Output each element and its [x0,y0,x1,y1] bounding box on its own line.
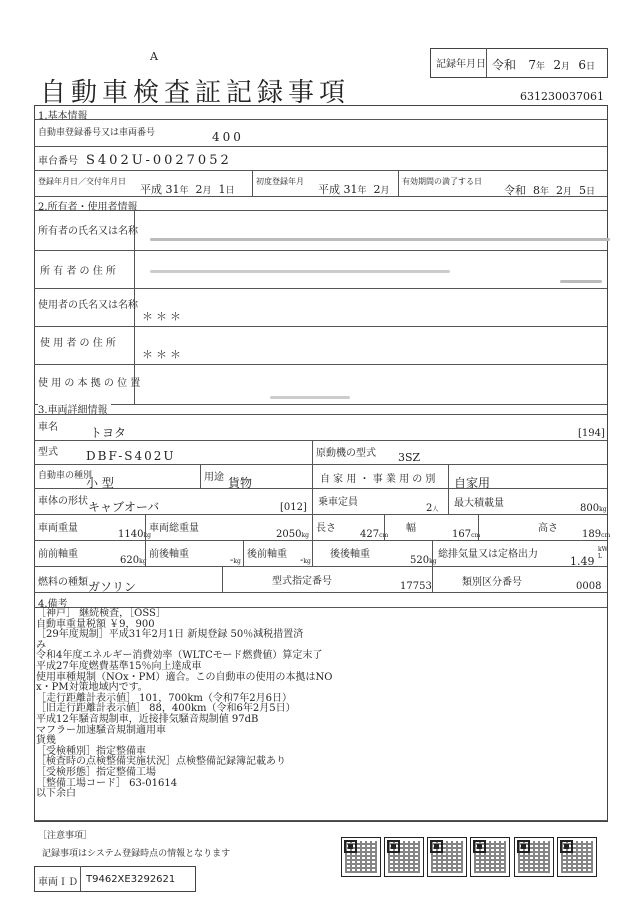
capacity-label: 乗車定員 [318,497,358,508]
width-label: 幅 [406,523,416,534]
owner-address-label: 所 有 者 の 住 所 [40,266,116,277]
remarks-line: 平成27年度燃費基準15％向上達成車 [36,660,202,672]
expiry-label: 有効期間の満了する日 [402,177,482,186]
width-value: 167cm [452,529,481,540]
initial-reg-label: 初度登録年月 [256,177,304,186]
displacement-value: 1.49 [570,555,595,568]
remarks-line: ［29年度規制］平成31年2月1日 新規登録 50％減税措置済 [36,629,304,641]
notes-text: 記録事項はシステム登録時点の情報となります [42,849,231,859]
record-date-label: 記録年月日 [436,59,486,70]
rear-rear-axle-value: 520kg [410,555,437,566]
front-front-axle-label: 前前軸重 [38,549,78,560]
weight-value: 1140kg [118,529,151,540]
section-basic: 1.基本情報 [38,111,88,122]
page-title: 自動車検査証記録事項 [40,78,351,108]
rear-front-axle-label: 後前軸重 [247,549,287,560]
mark-a: A [150,50,158,63]
model-value: DBF-S402U [86,449,176,463]
body-shape-label: 車体の形状 [38,496,88,507]
notes-title: ［注意事項］ [38,831,93,841]
qr-code-icon [514,837,554,877]
body-shape-code: [012] [280,502,307,513]
document-number: 631230037061 [520,90,604,103]
remarks-line: x・PM対策地域内です。 [36,682,148,694]
remarks-line: み [36,639,46,651]
first-reg-label: 登録年月日／交付年月日 [38,177,126,186]
category-value: 0008 [576,581,602,592]
remarks-list [36,609,333,800]
remarks-line: ［受検種別］指定整備車 [36,745,146,757]
remarks-line: 貨幾 [36,735,56,747]
name-code: [194] [578,428,605,439]
gross-weight-value: 2050kg [276,529,309,540]
length-value: 427cm [360,529,389,540]
capacity-value: 2人 [426,503,439,514]
chassis-label: 車台番号 [38,156,78,167]
expiry-value: 令和 8年 2月 5日 [504,184,596,197]
qr-code-icon [470,837,510,877]
fuel-label: 燃料の種類 [38,577,88,588]
private-business-label: 自 家 用 ・ 事 業 用 の 別 [320,474,436,485]
fuel-value: ガソリン [88,580,137,594]
use-value: 貨物 [228,476,253,490]
remarks-line: 使用車種規制（NOx・PM）適合。この自動車の使用の本拠はNO [36,671,333,683]
name-label: 車名 [38,422,58,433]
registration-value: 400 [212,130,244,144]
user-name-value: ＊＊＊ [142,310,184,323]
designation-value: 17753 [400,581,432,592]
remarks-line: ［検査時の点検整備実施状況］点検整備記録簿記載あり [36,756,286,768]
remarks-line: ［旧走行距離計表示値］ 88，400km（令和6年2月5日） [36,703,296,715]
engine-value: 3SZ [398,451,421,464]
max-load-label: 最大積載量 [454,498,504,509]
remarks-line: ［走行距離計表示値］ 101，700km（令和7年2月6日） [36,692,292,704]
gross-weight-label: 車両総重量 [149,523,199,534]
record-date-value: 令和 7年 2月 6日 [492,58,596,72]
section-vehicle: 3.車両詳細情報 [38,401,111,416]
user-address-label: 使 用 者 の 住 所 [40,338,116,349]
remarks-line: ［整備工場コード］ 63-01614 [36,777,178,789]
model-label: 型式 [38,447,58,458]
max-load-value: 800kg [580,503,607,514]
front-rear-axle-value: -kg [230,555,241,566]
qr-code-icon [557,837,597,877]
body-shape-value: キャブオーバ [88,500,160,514]
front-front-axle-value: 620kg [120,555,147,566]
displacement-unit: kW L [598,546,608,560]
length-label: 長さ [316,523,336,534]
vehicle-id-label: 車両ＩＤ [38,877,78,888]
height-label: 高さ [538,523,558,534]
user-address-value: ＊＊＊ [142,348,184,361]
section-remarks: 4.備考 [38,599,68,610]
displacement-label: 総排気量又は定格出力 [438,549,538,560]
user-name-label: 使用者の氏名又は名称 [38,300,138,311]
rear-rear-axle-label: 後後軸重 [330,549,370,560]
base-location-label: 使 用 の 本 拠 の 位 置 [38,378,141,389]
remarks-line: 令和4年度エネルギー消費効率（WLTCモード燃費値）算定末了 [36,650,323,662]
vehicle-id-value: T9462XE3292621 [86,874,176,885]
remarks-line: 以下余白 [36,788,76,800]
remarks-line: ［受検形態］指定整備工場 [36,766,156,778]
height-value: 189cm [582,529,611,540]
type-value: 小 型 [86,476,114,490]
private-business-value: 自家用 [454,476,491,490]
type-label: 自動車の種別 [38,471,93,481]
section-owner: 2.所有者・使用者情報 [38,202,138,213]
registration-label: 自動車登録番号又は車両番号 [38,128,156,138]
remarks-line: ［神戸］ 継続検査，［OSS］ [36,608,166,619]
use-label: 用途 [204,472,224,483]
name-value: トヨタ [90,426,127,440]
category-label: 類別区分番号 [462,577,522,588]
front-rear-axle-label: 前後軸重 [149,549,189,560]
qr-code-icon [427,837,467,877]
qr-code-icon [384,837,424,877]
designation-label: 型式指定番号 [272,576,332,587]
remarks-line: 自動車重量税額 ￥9，900 [36,618,155,630]
remarks-line: マフラー加速騒音規制適用車 [36,724,166,736]
rear-front-axle-value: -kg [300,555,311,566]
owner-name-label: 所有者の氏名又は名称 [38,226,138,237]
initial-reg-value: 平成 31年 2月 [318,183,390,196]
engine-label: 原動機の型式 [316,448,376,459]
qr-code-icon [341,837,381,877]
weight-label: 車両重量 [38,523,78,534]
chassis-value: S402U-0027052 [86,153,232,168]
first-reg-value: 平成 31年 2月 1日 [140,183,235,196]
remarks-line: 平成12年騒音規制車，近接排気騒音規制値 97dB [36,713,259,725]
